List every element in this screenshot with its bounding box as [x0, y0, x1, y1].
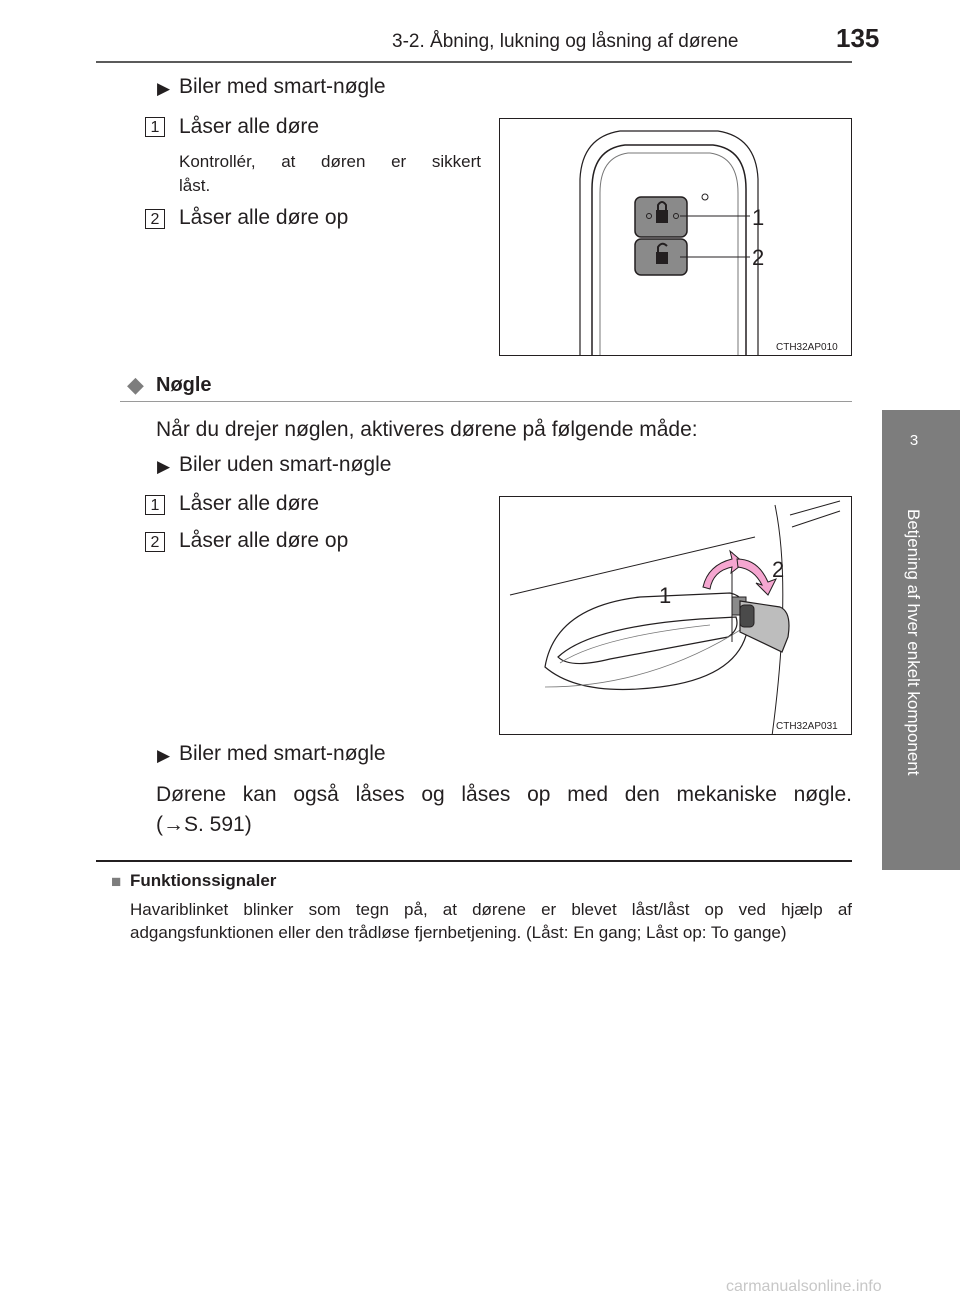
watermark: carmanualsonline.info: [726, 1278, 882, 1295]
section-divider: [96, 860, 852, 862]
lock-note-line1: Kontrollér, at døren er sikkert: [179, 152, 481, 171]
callout-1: 1: [659, 583, 672, 608]
door-key-figure: [499, 496, 852, 735]
key-lock-all-label: Låser alle døre: [179, 492, 320, 515]
section-title: 3-2. Åbning, lukning og låsning af dørene: [392, 31, 739, 52]
item-number-badge: 1: [145, 117, 165, 137]
item-number-badge: 2: [145, 209, 165, 229]
mechanical-key-text: Dørene kan også låses og låses op med den mekaniske nøgle.: [156, 783, 852, 806]
triangle-bullet-icon: ▶: [157, 79, 171, 98]
figure-code: CTH32AP031: [776, 721, 838, 732]
smart-key-fob-illustration: [500, 119, 852, 356]
header-rule: [96, 61, 852, 63]
signals-text: Havariblinket blinker som tegn på, at dørene er blevet låst/låst op ved hjælp af adgangsfunktionen eller den trådløse fjernbetjening. (Låst: En gang; Låst op: To gange): [130, 900, 852, 942]
square-bullet-icon: ■: [111, 872, 122, 891]
page-reference: (→S. 591): [156, 813, 252, 836]
diamond-bullet-icon: ◆: [127, 372, 144, 397]
without-smart-key-heading: Biler uden smart-nøgle: [179, 453, 392, 476]
key-unlock-all-label: Låser alle døre op: [179, 529, 349, 552]
figure-code: CTH32AP010: [776, 342, 838, 353]
key-section-title: Nøgle: [156, 374, 212, 396]
callout-1: 1: [752, 205, 765, 230]
chapter-number: 3: [909, 432, 919, 449]
unlock-all-label: Låser alle døre op: [179, 206, 349, 229]
triangle-bullet-icon: ▶: [157, 746, 171, 765]
smart-key-figure: [499, 118, 852, 356]
lock-all-label: Låser alle døre: [179, 115, 320, 138]
callout-2: 2: [752, 245, 765, 270]
key-intro-text: Når du drejer nøglen, aktiveres dørene på følgende måde:: [156, 418, 698, 441]
item-number-badge: 2: [145, 532, 165, 552]
with-smart-key-heading: Biler med smart-nøgle: [179, 742, 386, 765]
smart-key-heading: Biler med smart-nøgle: [179, 75, 386, 98]
section-divider: [120, 401, 852, 402]
door-key-illustration: [500, 497, 852, 735]
triangle-bullet-icon: ▶: [157, 457, 171, 476]
lock-note-line2: låst.: [179, 176, 211, 195]
lock-note: [179, 152, 481, 172]
signals-title: Funktionssignaler: [130, 871, 277, 890]
item-number-badge: 1: [145, 495, 165, 515]
callout-2: 2: [772, 557, 785, 582]
chapter-title: Betjening af hver enkelt komponent: [904, 509, 923, 776]
page-number: 135: [836, 23, 880, 53]
